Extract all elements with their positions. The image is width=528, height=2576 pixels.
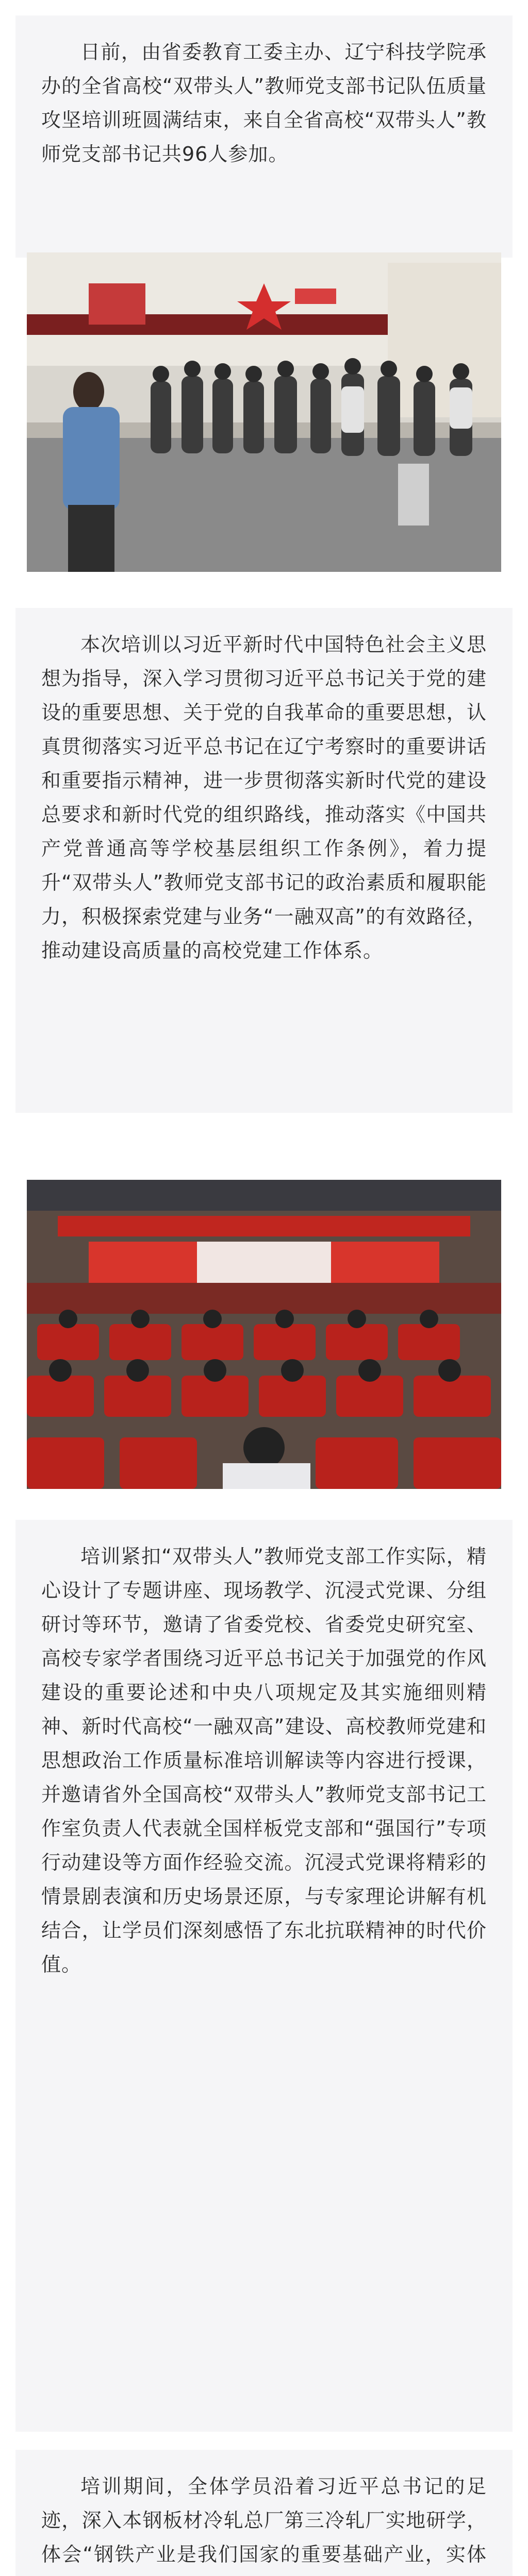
photo-lecture-hall [27,1180,501,1489]
paragraph-field-study: 培训期间，全体学员沿着习近平总书记的足迹，深入本钢板材冷轧总厂第三冷轧厂实地研学，体会“钢铁产业是我们国家的重要基础产业，实体 [41,2475,487,2566]
text-section-field-study [15,2450,513,2576]
paragraph-intro: 日前，由省委教育工委主办、辽宁科技学院承办的全省高校“双带头人”教师党支部书记队伍质量攻坚培训班圆满结束，来自全省高校“双带头人”教师党支部书记共96人参加。 [41,41,487,165]
text-section-intro [15,15,513,258]
paragraph-purpose: 本次培训以习近平新时代中国特色社会主义思想为指导，深入学习贯彻习近平总书记关于党的建设的重要思想、关于党的自我革命的重要思想，认真贯彻落实习近平总书记在辽宁考察时的重要讲话和重要指示精神，进一步贯彻落实新时代党的建设总要求和新时代党的组织路线，推动落实《中国共产党普通高等学校基层组织工作条例》，着力提升“双带头人”教师党支部书记的政治素质和履职能力，积极探索党建与业务“一融双高”的有效路径，推动建设高质量的高校党建工作体系。 [41,633,487,962]
text-section-curriculum [15,1520,513,2432]
paragraph-curriculum: 培训紧扣“双带头人”教师党支部工作实际，精心设计了专题讲座、现场教学、沉浸式党课、分组研讨等环节，邀请了省委党校、省委党史研究室、高校专家学者围绕习近平总书记关于加强党的作风建设的重要论述和中央八项规定及其实施细则精神、新时代高校“一融双高”建设、高校教师党建和思想政治工作质量标准培训解读等内容进行授课，并邀请省外全国高校“双带头人”教师党支部书记工作室负责人代表就全国样板党支部和“强国行”专项行动建设等方面作经验交流。沉浸式党课将精彩的情景剧表演和历史场景还原，与专家理论讲解有机结合，让学员们深刻感悟了东北抗联精神的时代价值。 [41,1545,487,1976]
photo-group-visit [27,252,501,572]
text-section-purpose [15,608,513,1113]
